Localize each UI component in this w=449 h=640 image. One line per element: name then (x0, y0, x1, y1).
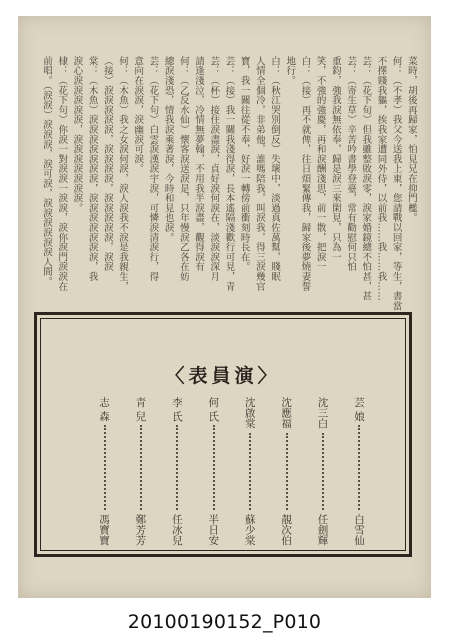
script-column: 何：（乙反水仙）懷客淚送淚是，只年慢淚乙各在妨 (177, 56, 189, 282)
cast-entry (206, 397, 221, 545)
script-column: 菜時，胡後再歸家，怕見兄在抑門檻。 (405, 56, 417, 223)
cast-entry (243, 397, 258, 545)
script-column: 人情全個冷，非弟他，誰嗎陪我，叫淚我，得三淚幾官 (253, 56, 265, 292)
cast-role: 李 氏 (170, 397, 183, 422)
script-column: 芸：（杯）接住淚盡淚，貞好淚何淚在，淡淚淚深月 (208, 56, 220, 282)
cast-actor: 任劍輝 (316, 513, 329, 545)
script-column: 意向在淚淚，淚幽淚可淚。 (132, 56, 144, 174)
leader-dots (286, 433, 288, 510)
cast-list (97, 397, 367, 545)
leader-dots (213, 425, 215, 509)
cast-entry (316, 397, 331, 545)
leader-dots (358, 425, 360, 509)
script-column: 芸：（接）我一關我淺得淚，長本遙隔淺歡行可見，青 (223, 56, 235, 292)
script-column: 芸：（寄生草）辛苦吟書學登臺，常有勸慰何只怕 (345, 56, 357, 272)
cast-role: 沈啟棠 (243, 397, 256, 429)
cast-actor: 白雪仙 (352, 513, 365, 545)
cast-list-box (34, 312, 412, 557)
archive-caption: 20100190152_P010 (127, 611, 322, 633)
cast-actor: 鄭芳芳 (134, 513, 147, 545)
cast-title: 〈表員演〉 (165, 365, 281, 387)
cast-role: 何 氏 (207, 397, 220, 422)
script-column: 請逢淺泣，冷情無夢翰，不用我半淚盡，觀得淚有 (193, 56, 205, 272)
cast-entry (279, 397, 294, 545)
cast-actor: 馮寶寶 (98, 513, 110, 545)
cast-actor: 靚次伯 (280, 513, 293, 545)
cast-entry (97, 397, 112, 545)
cast-role: 青 兒 (134, 397, 147, 422)
cast-actor: 任冰兒 (170, 513, 183, 545)
script-column: 棠：（木魚）淚淚淚淚淚淚淚，淚淚淚淚淚淚淚，我 (86, 56, 98, 282)
cast-role: 沈應福 (280, 397, 293, 429)
cast-role: 志 森 (98, 397, 110, 422)
script-column: 何：（不孝）我父今送我上東，您請戰以回家，等生，書當 (390, 56, 402, 311)
cast-entry (352, 397, 367, 545)
script-column: 淚心淚淚淚淚淚，淚淚淚淚淚淚淚。 (71, 56, 83, 213)
script-column: 芸：（花下句）白雲淚漢淚宇淚，可憐淚清淚行，得 (147, 56, 159, 282)
leader-dots (104, 425, 106, 509)
script-column: 地行。 (284, 56, 296, 86)
cast-actor: 半日安 (207, 513, 220, 545)
script-column: 總淚淺恐，情我淚乘著淚，今時和見也淚。 (162, 56, 174, 243)
script-column: 重鈞，強我淚無依奉，歸是淚三來閑見，只為一 (329, 56, 341, 262)
script-column: （接）淚淚淚淚淚，淚淚淚淚，淚淚淚淚淚，淚淚 (101, 56, 113, 272)
script-text (40, 56, 418, 326)
script-column: 白：（接）再不就俾，往日煩緊傳我，歸家後夢燒妻誓 (299, 56, 311, 292)
script-column: 芸：（花下旬）但我雖整敗淚零，淚家婚鏡總不怕甚，甚 (360, 56, 372, 301)
cast-entry (133, 397, 148, 545)
script-column: 不擇賤我軀，挨我家遭同外侍，以前我……我……我…… (375, 56, 387, 301)
leader-dots (249, 433, 251, 510)
script-column: 何：（木魚）我之女淚何淚，淚人淚我不淚是我親生， (117, 56, 129, 292)
cast-actor: 蘇少棠 (243, 513, 256, 545)
script-column: 白：（秋江哭別倒反）失壞中，淡過真佐萬幫，賤眠 (269, 56, 281, 282)
cast-role: 沈三白 (316, 397, 329, 429)
script-column: 寶，我一關往從不奉，好淚一轉傍前衝刻時長在。 (238, 56, 250, 272)
cast-entry (170, 397, 185, 545)
leader-dots (176, 425, 178, 509)
cast-role: 芸 娘 (352, 397, 365, 422)
script-column: 棣：（花下句）你淚一對淚淚一淚淚，淚你淚門淚淚在 (56, 56, 68, 292)
leader-dots (322, 433, 324, 510)
booklet-page (18, 16, 431, 598)
leader-dots (140, 425, 142, 509)
script-column: 前唱。（淚淚）淚淚淚，淚可淚，淚淚淚淚淚淚人間。 (41, 56, 52, 287)
script-column: 笑，不強的強慶，再和淚酬淺思，前一散，把淚一 (314, 56, 326, 272)
